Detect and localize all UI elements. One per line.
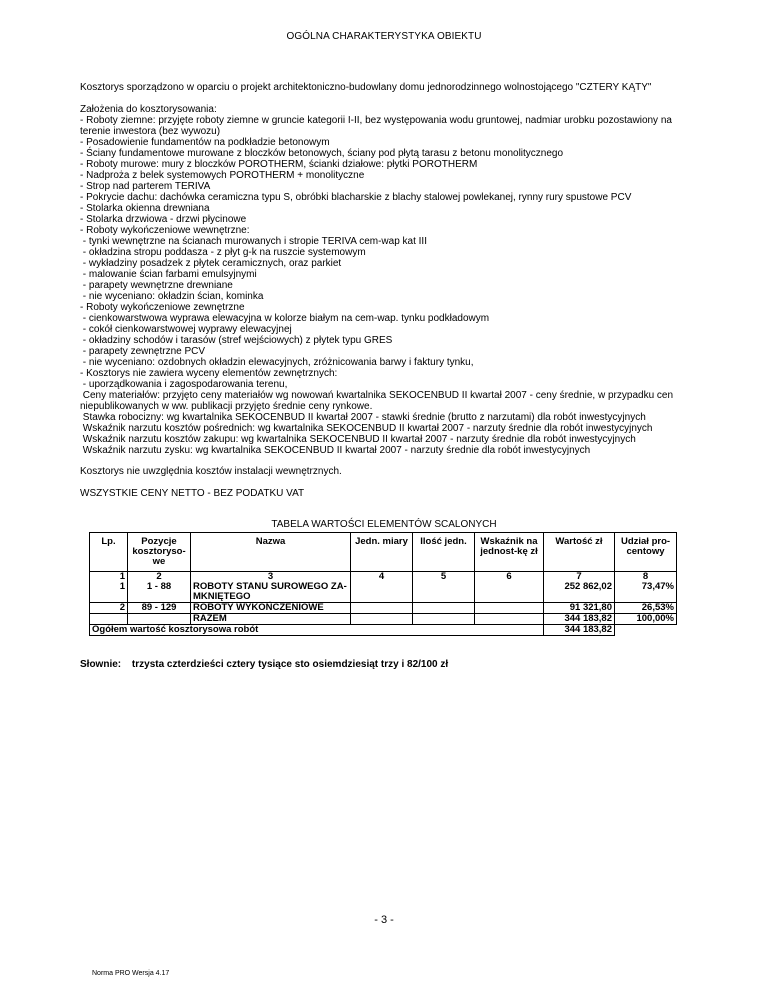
col-number: 5 (413, 572, 475, 583)
rate-line: niepublikowanych w ww. publikacji przyjęto średnie ceny rynkowe. (80, 401, 373, 412)
col-number: 3 (191, 572, 351, 583)
row-positions: 1 - 88 (128, 582, 191, 603)
header-lp: Lp. (90, 533, 128, 572)
row-value: 252 862,02 (544, 582, 615, 603)
row-unit (351, 582, 413, 603)
assumption-line: - Strop nad parterem TERIVA (80, 181, 211, 192)
rate-line: Wskaźnik narzutu kosztów pośrednich: wg kwartalnika SEKOCENBUD II kwartał 2007 - narzuty średnie dla robót inwestycyjnych (80, 423, 653, 434)
in-words-label: Słownie: (80, 659, 122, 670)
total-share: 100,00% (615, 614, 677, 625)
total-blank (90, 614, 128, 625)
rates-section (80, 390, 730, 456)
table-row (90, 582, 677, 603)
assumption-line: - Roboty ziemne: przyjęte roboty ziemne w gruncie kategorii I-II, bez występowania wodu gruntowej, nadmiar urobku pozostawiony na (80, 115, 672, 126)
row-positions: 89 - 129 (128, 603, 191, 614)
table-header-row (90, 533, 677, 572)
rate-line: Wskaźnik narzutu kosztów zakupu: wg kwartalnika SEKOCENBUD II kwartał 2007 - narzuty średnie dla robót inwestycyjnych (80, 434, 636, 445)
row-share: 73,47% (615, 582, 677, 603)
total-row (90, 614, 677, 625)
grand-total-empty (615, 625, 677, 636)
in-words-text: trzysta czterdzieści cztery tysiące sto osiemdziesiąt trzy i 82/100 zł (131, 659, 449, 670)
assumption-line: - Roboty murowe: mury z bloczków POROTHERM, ścianki działowe: płytki POROTHERM (80, 159, 478, 170)
assumption-line: - Kosztorys nie zawiera wyceny elementów zewnętrznych: (80, 368, 338, 379)
header-value: Wartość zł (544, 533, 615, 572)
assumption-line: - Nadproża z belek systemowych POROTHERM + monolityczne (80, 170, 365, 181)
col-number: 4 (351, 572, 413, 583)
row-unit (351, 603, 413, 614)
assumption-line: - parapety wewnętrzne drewniane (80, 280, 233, 291)
header-positions: Pozycje kosztoryso-we (128, 533, 191, 572)
row-lp: 1 (90, 582, 128, 603)
total-value: 344 183,82 (544, 614, 615, 625)
grand-total-row (90, 625, 677, 636)
rate-line: Wskaźnik narzutu zysku: wg kwartalnika SEKOCENBUD II kwartał 2007 - narzuty średnie dla robót inwestycyjnych (80, 445, 591, 456)
assumption-line: - uporządkowania i zagospodarowania terenu, (80, 379, 288, 390)
vat-note: WSZYSTKIE CENY NETTO - BEZ PODATKU VAT (80, 488, 305, 499)
assumption-line: - tynki wewnętrzne na ścianach murowanych i stropie TERIVA cem-wap kat III (80, 236, 427, 247)
assumption-line: - cienkowarstwowa wyprawa elewacyjna w kolorze białym na cem-wap. tynku podkładowym (80, 313, 490, 324)
assumption-line: - Stolarka okienna drewniana (80, 203, 210, 214)
row-rate (475, 582, 544, 603)
rate-line: Ceny materiałów: przyjęto ceny materiałów wg nowowań kwartalnika SEKOCENBUD II kwartał 2007 - ceny średnie, w przypadku cen (80, 390, 674, 401)
row-qty (413, 603, 475, 614)
rate-line: Stawka robocizny: wg kwartalnika SEKOCENBUD II kwartał 2007 - stawki średnie (brutto z narzutami) dla robót inwestycyjnych (80, 412, 646, 423)
assumption-line: - Roboty wykończeniowe wewnętrzne: (80, 225, 250, 236)
assumption-line: - Pokrycie dachu: dachówka ceramiczna typu S, obróbki blacharskie z blachy stalowej powlekanej, rynny rury spustowe PCV (80, 192, 632, 203)
assumption-line: - parapety zewnętrzne PCV (80, 346, 206, 357)
grand-total-label: Ogółem wartość kosztorysowa robót (90, 625, 544, 636)
table-row (90, 603, 677, 614)
col-number: 2 (128, 572, 191, 583)
total-blank (128, 614, 191, 625)
assumption-line: - malowanie ścian farbami emulsyjnymi (80, 269, 257, 280)
table-title: TABELA WARTOŚCI ELEMENTÓW SCALONYCH (271, 519, 497, 530)
total-blank (413, 614, 475, 625)
header-share: Udział pro-centowy (615, 533, 677, 572)
assumption-line: - okładzina stropu poddasza - z płyt g-k na ruszcie systemowym (80, 247, 366, 258)
summary-table (89, 532, 677, 636)
assumptions-list (80, 115, 730, 390)
col-number: 1 (90, 572, 128, 583)
row-name: ROBOTY WYKOŃCZENIOWE (191, 603, 351, 614)
grand-total-value: 344 183,82 (544, 625, 615, 636)
assumption-line: terenie inwestora (bez wywozu) (80, 126, 221, 137)
page-title: OGÓLNA CHARAKTERYSTYKA OBIEKTU (286, 31, 482, 42)
row-value: 91 321,80 (544, 603, 615, 614)
intro-text: Kosztorys sporządzono w oparciu o projekt architektoniczno-budowlany domu jednorodzinnego wolnostojącego "CZTERY KĄTY" (80, 82, 652, 93)
col-number: 8 (615, 572, 677, 583)
header-name: Nazwa (191, 533, 351, 572)
assumptions-heading: Założenia do kosztorysowania: (80, 104, 217, 115)
assumption-line: - wykładziny posadzek z płytek ceramicznych, oraz parkiet (80, 258, 342, 269)
assumption-line: - nie wyceniano: okładzin ścian, kominka (80, 291, 264, 302)
col-number: 7 (544, 572, 615, 583)
assumption-line: - cokół cienkowarstwowej wyprawy elewacyjnej (80, 324, 292, 335)
row-qty (413, 582, 475, 603)
assumption-line: - Roboty wykończeniowe zewnętrzne (80, 302, 245, 313)
installations-note: Kosztorys nie uwzględnia kosztów instalacji wewnętrznych. (80, 466, 342, 477)
row-name: ROBOTY STANU SUROWEGO ZA-MKNIĘTEGO (191, 582, 351, 603)
assumption-line: - Stolarka drzwiowa - drzwi płycinowe (80, 214, 247, 225)
assumptions-section (80, 104, 730, 390)
header-rate: Wskaźnik na jednost-kę zł (475, 533, 544, 572)
header-qty: Ilość jedn. (413, 533, 475, 572)
total-blank (351, 614, 413, 625)
page-number: - 3 - (374, 914, 394, 926)
assumption-line: - Posadowienie fundamentów na podkładzie betonowym (80, 137, 330, 148)
row-rate (475, 603, 544, 614)
total-blank (475, 614, 544, 625)
col-number: 6 (475, 572, 544, 583)
row-lp: 2 (90, 603, 128, 614)
total-label: RAZEM (191, 614, 351, 625)
header-unit: Jedn. miary (351, 533, 413, 572)
assumption-line: - Ściany fundamentowe murowane z bloczków betonowych, ściany pod płytą tarasu z betonu monolitycznego (80, 148, 564, 159)
row-share: 26,53% (615, 603, 677, 614)
amount-in-words (80, 659, 448, 670)
assumption-line: - okładziny schodów i tarasów (stref wejściowych) z płytek typu GRES (80, 335, 393, 346)
assumption-line: - nie wyceniano: ozdobnych okładzin elewacyjnych, zróżnicowania barwy i faktury tynku, (80, 357, 474, 368)
software-version: Norma PRO Wersja 4.17 (92, 970, 170, 977)
